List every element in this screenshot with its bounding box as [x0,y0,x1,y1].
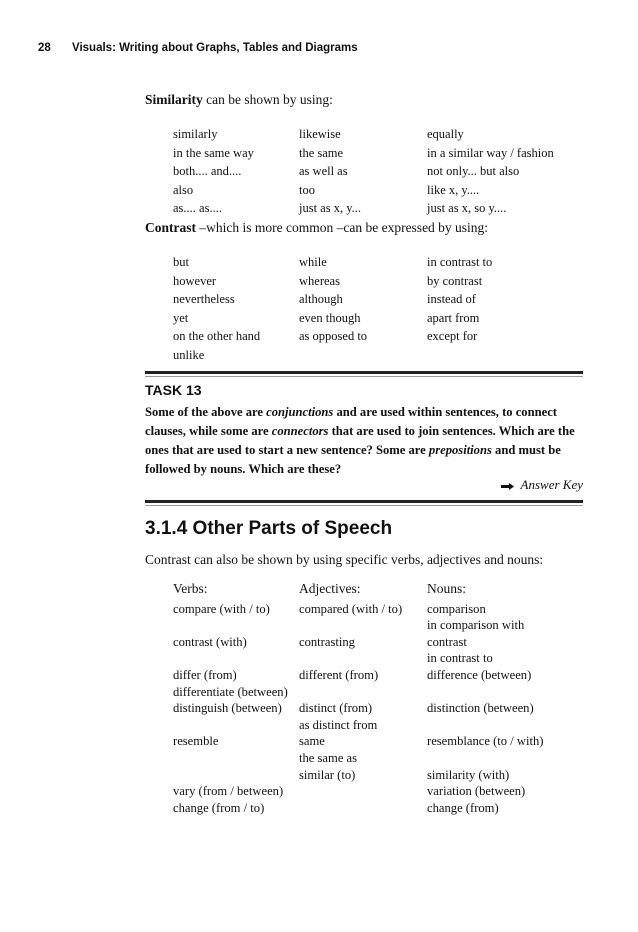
verb-item: compare (with / to) [173,601,270,616]
page-header [38,42,358,54]
list-item: also [173,182,194,197]
list-item: too [299,182,315,197]
list-item: as.... as.... [173,201,222,216]
adjective-item: as distinct from [299,717,378,732]
list-item: yet [173,310,189,325]
adjective-item: similar (to) [299,767,356,782]
noun-item: change (from) [427,800,499,815]
adjective-item: same [299,734,325,749]
task-top-rule-thin [145,376,583,377]
list-item: in a similar way / fashion [427,145,554,160]
adjective-item: distinct (from) [299,701,373,716]
task-term-connectors: connectors [271,424,329,438]
similarity-term: Similarity [145,92,203,107]
verbs-header: Verbs: [173,581,208,596]
adjectives-column [299,581,402,783]
list-item: just as x, y... [299,201,362,216]
list-item: as well as [299,164,348,179]
similarity-col-2 [299,125,361,218]
task-body [145,403,585,479]
task-term-prepositions: prepositions [428,443,492,457]
nouns-column [427,581,543,816]
list-item: whereas [299,273,340,288]
list-item: by contrast [427,273,483,288]
similarity-intro-text: can be shown by using: [202,92,333,107]
list-item: the same [299,145,344,160]
list-item: but [173,255,189,269]
running-title: Visuals: Writing about Graphs, Tables and Diagrams [72,42,358,54]
task-bottom-rule-thin [145,505,583,506]
answer-key-link[interactable] [501,477,583,493]
noun-item: in comparison with [427,618,525,633]
verb-item: distinguish (between) [173,701,282,716]
list-item: in contrast to [427,255,493,269]
verb-item: resemble [173,734,219,749]
list-item: except for [427,329,478,344]
task-text: Some of the above are [145,405,267,419]
similarity-col-3 [427,125,554,218]
adjective-item: contrasting [299,634,355,649]
noun-item: variation (between) [427,784,526,799]
answer-key-label: Answer Key [520,477,583,492]
task-text: and must be followed by nouns. Which are these? [145,443,561,476]
page-number: 28 [38,42,51,54]
list-item: nevertheless [173,292,235,307]
verb-item: vary (from / between) [173,784,284,799]
list-item: both.... and.... [173,164,242,179]
list-item: while [299,255,327,269]
similarity-intro [145,92,333,108]
noun-item: in contrast to [427,651,493,666]
list-item: even though [299,310,361,325]
list-item: unlike [173,347,205,362]
section-intro: Contrast can also be shown by using specific verbs, adjectives and nouns: [145,552,544,567]
contrast-col-1 [173,253,260,365]
task-top-rule [145,371,583,374]
adjective-item: compared (with / to) [299,601,403,616]
task-bottom-rule [145,500,583,503]
contrast-intro-text: –which is more common –can be expressed by using: [196,220,489,235]
contrast-term: Contrast [145,220,196,235]
noun-item: distinction (between) [427,701,534,716]
contrast-intro [145,220,488,236]
nouns-header: Nouns: [427,581,467,596]
list-item: just as x, so y.... [427,201,507,216]
list-item: apart from [427,310,480,325]
list-item: instead of [427,292,476,307]
verb-item: contrast (with) [173,634,247,649]
verb-item: change (from / to) [173,800,265,815]
noun-item: resemblance (to / with) [427,734,544,749]
list-item: like x, y.... [427,182,480,197]
noun-item: similarity (with) [427,767,510,782]
section-heading: 3.1.4 Other Parts of Speech [145,518,393,539]
list-item: on the other hand [173,329,261,344]
list-item: not only... but also [427,164,520,179]
adjective-item: different (from) [299,667,379,682]
noun-item: contrast [427,634,467,649]
adjective-item: the same as [299,750,358,765]
verb-item: differ (from) [173,667,237,682]
verb-item: differentiate (between) [173,684,288,699]
noun-item: difference (between) [427,667,532,682]
similarity-col-1 [173,125,254,218]
task-heading: TASK 13 [145,382,202,398]
list-item: however [173,273,217,288]
list-item: similarly [173,127,218,141]
task-term-conjunctions: conjunctions [266,405,334,419]
list-item: equally [427,127,464,141]
task-text: and are used within sentences, to connect clauses, while some are [145,405,557,438]
list-item: likewise [299,127,341,141]
adjectives-header: Adjectives: [299,581,361,596]
verbs-column [173,581,288,816]
pointing-hand-icon [501,482,515,491]
contrast-col-3 [427,253,492,346]
task-text: that are used to join sentences. Which are the ones that are used to start a new sentence? Some are [145,424,575,457]
list-item: although [299,292,343,307]
list-item: as opposed to [299,329,368,344]
list-item: in the same way [173,145,254,160]
contrast-col-2 [299,253,367,346]
noun-item: comparison [427,601,486,616]
